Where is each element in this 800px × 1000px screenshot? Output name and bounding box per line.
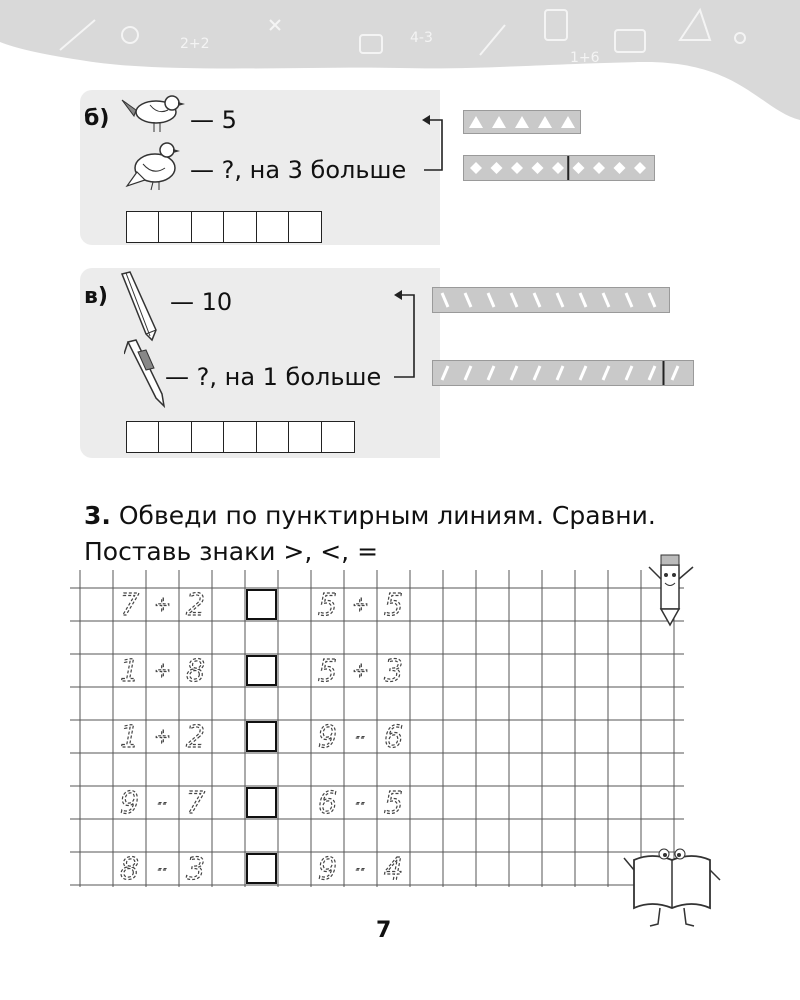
page-number: 7 [376,918,392,943]
task-3-line2: Поставь знаки >, <, = [84,537,379,566]
compare-sign-box[interactable] [247,854,276,883]
bar-item [511,162,523,174]
bar-item [557,366,563,380]
task-v-answer-cell[interactable] [321,421,355,453]
bar-item [649,366,655,380]
bar-item [532,162,544,174]
task-b-answer-cell[interactable] [126,211,160,243]
bar-item [552,162,564,174]
bar-item [603,293,609,307]
bar-item [626,293,632,307]
bar-item [614,162,626,174]
task-v-answer-cell[interactable] [288,421,322,453]
bar-item [573,162,585,174]
task-3-line1: Обведи по пунктирным линиям. Сравни. [118,501,656,530]
bird-icon [120,90,186,136]
bar-item [511,366,517,380]
exercise-operator: – [157,790,168,814]
task-b-bar-2 [463,155,655,181]
exercise-digit: 1 [119,654,140,689]
task-b-letter: б) [84,106,110,131]
exercise-digit: 4 [383,852,404,887]
exercise-operator: + [352,592,369,616]
bar-item [488,366,494,380]
bar-item [470,162,482,174]
exercise-digit: 5 [383,588,404,623]
exercise-grid [70,570,700,900]
bar-item [511,293,517,307]
exercise-operator: – [157,856,168,880]
exercise-operator: – [355,856,366,880]
exercise-digit: 9 [119,786,140,821]
exercise-digit: 2 [185,720,206,755]
bar-item [593,162,605,174]
exercise-operator: – [355,724,366,748]
pencil-mascot-icon [645,545,700,627]
exercise-digit: 5 [317,654,338,689]
task-3-number: 3. [84,501,111,530]
bar-item [634,162,646,174]
bar-item [465,293,471,307]
bar-item [492,116,506,128]
task-v-bar-2 [432,360,694,386]
exercise-digit: 2 [185,588,206,623]
pigeon-icon [125,136,185,192]
task-b-answer-cell[interactable] [256,211,290,243]
exercise-digit: 5 [383,786,404,821]
bar-item [538,116,552,128]
exercise-digit: 1 [119,720,140,755]
task-b-line1: — 5 [190,106,237,134]
bar-item [649,293,655,307]
svg-text:2+2: 2+2 [180,36,210,52]
compare-sign-box[interactable] [247,722,276,751]
bar-item [626,366,632,380]
task-b-bracket-arrow [420,110,460,180]
exercise-operator: + [352,658,369,682]
bar-item [469,116,483,128]
exercise-digit: 3 [185,852,206,887]
task-v-answer-cell[interactable] [126,421,160,453]
compare-sign-box[interactable] [247,788,276,817]
task-b-answer-cell[interactable] [288,211,322,243]
bar-item [488,293,494,307]
bar-item [603,366,609,380]
exercise-digit: 6 [383,720,404,755]
exercise-digit: 9 [317,720,338,755]
exercise-digit: 8 [119,852,140,887]
task-b-bar-1 [463,110,581,134]
task-v-answer-cell[interactable] [256,421,290,453]
bar-item [442,366,448,380]
exercise-operator: + [154,658,171,682]
book-mascot-icon [622,840,722,930]
bar-item [491,162,503,174]
bar-item [442,293,448,307]
task-b-answer-cell[interactable] [158,211,192,243]
bar-item [534,293,540,307]
task-v-answer-cell[interactable] [191,421,225,453]
exercise-operator: + [154,592,171,616]
task-v-line2: — ?, на 1 больше [165,363,382,391]
bar-item [580,366,586,380]
task-v-letter: в) [84,284,108,309]
task-b-answer-cell[interactable] [223,211,257,243]
task-b-answer-cell[interactable] [191,211,225,243]
exercise-digit: 7 [119,588,140,623]
bar-item [534,366,540,380]
bar-item [515,116,529,128]
svg-text:1+6: 1+6 [570,50,600,66]
bar-item [672,366,678,380]
exercise-operator: – [355,790,366,814]
svg-text:4-3: 4-3 [410,30,433,46]
compare-sign-box[interactable] [247,656,276,685]
exercise-operator: + [154,724,171,748]
task-v-answer-cell[interactable] [158,421,192,453]
exercise-digit: 5 [317,588,338,623]
bar-item [557,293,563,307]
exercise-digit: 9 [317,852,338,887]
bar-item [580,293,586,307]
exercise-digit: 6 [317,786,338,821]
task-3-instructions [84,498,724,570]
bar-item [465,366,471,380]
compare-sign-box[interactable] [247,590,276,619]
task-v-line1: — 10 [170,288,233,316]
exercise-digit: 7 [185,786,206,821]
task-v-bar-1 [432,287,670,313]
task-b-line2: — ?, на 3 больше [190,156,407,184]
exercise-digit: 3 [383,654,404,689]
task-v-answer-cell[interactable] [223,421,257,453]
task-v-answer-boxes[interactable] [127,421,355,453]
exercise-digit: 8 [185,654,206,689]
pencil-icon [116,270,166,342]
bar-item [561,116,575,128]
task-v-bracket-arrow [390,285,430,385]
task-b-answer-boxes[interactable] [127,211,322,243]
